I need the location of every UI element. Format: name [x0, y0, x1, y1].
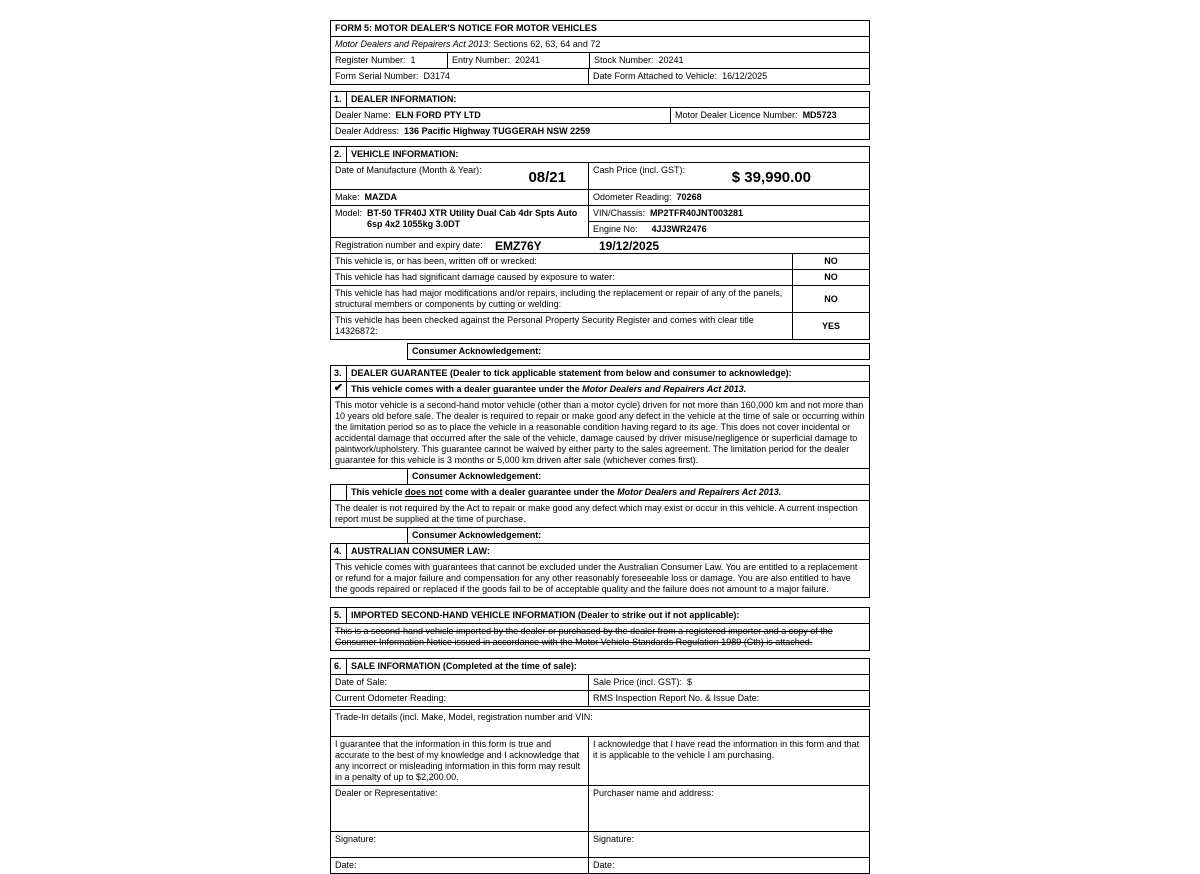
- consumer-acknowledgement-box: Consumer Acknowledgement:: [407, 527, 870, 544]
- answer-value: NO: [792, 270, 869, 285]
- tick-icon: ✔: [333, 382, 344, 394]
- acl-text: This vehicle comes with guarantees that cannot be excluded under the Australian Consumer Law. You are entitled to a replacement or refund for a major failure and compensation for any other reasonably foreseeable loss or damage. You are also entitled to have the goods repaired or replaced if the goods fail to be of acceptable quality and the failure does not amount to a major failure.: [335, 562, 858, 594]
- date-of-sale-field: Date of Sale:: [331, 675, 589, 690]
- section-number: 4.: [331, 544, 347, 559]
- make-field: Make: MAZDA: [331, 190, 589, 205]
- cash-price-field: Cash Price (incl. GST): $ 39,990.00: [593, 165, 811, 186]
- odometer-field: Odometer Reading: 70268: [593, 192, 702, 202]
- engine-no-field: Engine No: 4JJ3WR2476: [593, 224, 707, 234]
- dealer-name-field: Dealer Name: ELN FORD PTY LTD: [331, 108, 671, 123]
- section-dealer-guarantee: [330, 365, 870, 469]
- cash-price-value: $ 39,990.00: [731, 169, 811, 186]
- section-imported-vehicle: [330, 607, 870, 651]
- section-dealer-information: [330, 91, 870, 140]
- guarantee-statement: This vehicle comes with a dealer guarantee under the Motor Dealers and Repairers Act 2013.: [351, 384, 747, 394]
- registration-expiry: 19/12/2025: [599, 239, 660, 253]
- section-number: 6.: [331, 659, 347, 674]
- purchaser-date-field: Date:: [593, 860, 615, 870]
- no-guarantee-text: The dealer is not required by the Act to repair or make good any defect which may exist or occur in this vehicle. A current inspection report must be supplied at the time of purchase.: [335, 503, 858, 524]
- purchaser-declaration: I acknowledge that I have read the information in this form and that it is applicable to the vehicle I am purchasing.: [593, 739, 860, 760]
- section-number: 3.: [331, 366, 347, 381]
- sale-price-field: Sale Price (incl. GST): $: [593, 677, 693, 687]
- form-title: FORM 5: MOTOR DEALER'S NOTICE FOR MOTOR VEHICLES: [335, 23, 597, 33]
- consumer-acknowledgement-box: Consumer Acknowledgement:: [407, 343, 870, 360]
- trade-in-box: [330, 709, 870, 737]
- section-australian-consumer-law: [330, 543, 870, 598]
- form-subtitle: [331, 37, 604, 52]
- act-name: Motor Dealers and Repairers Act 2013:: [335, 39, 491, 49]
- registration-field: Registration number and expiry date: EMZ76Y 19/12/2025: [335, 239, 660, 253]
- entry-number-field: Entry Number: 20241: [448, 53, 590, 68]
- no-guarantee-statement: This vehicle does not come with a dealer guarantee under the Motor Dealers and Repairers Act 2013.: [351, 487, 782, 497]
- question-row: This vehicle has had major modifications and/or repairs, including the replacement or repair of any of the panels, structural members or components by cutting or welding: NO: [331, 285, 869, 312]
- date-attached-field: Date Form Attached to Vehicle: 16/12/2025: [593, 71, 768, 81]
- registration-value: EMZ76Y: [495, 239, 542, 253]
- dealer-licence-field: Motor Dealer Licence Number: MD5723: [675, 110, 837, 120]
- purchaser-name-field: Purchaser name and address:: [593, 788, 714, 798]
- section-heading: DEALER GUARANTEE (Dealer to tick applicable statement from below and consumer to acknowledge):: [351, 368, 792, 378]
- section-heading: AUSTRALIAN CONSUMER LAW:: [351, 546, 490, 556]
- answer-value: NO: [792, 286, 869, 312]
- form5-document: [330, 20, 870, 874]
- current-odometer-field: Current Odometer Reading:: [331, 691, 589, 706]
- act-sections: Sections 62, 63, 64 and 72: [490, 39, 601, 49]
- vin-engine-stack: [589, 206, 869, 237]
- question-row: This vehicle is, or has been, written off or wrecked: NO: [331, 253, 869, 269]
- dealer-representative-field: Dealer or Representative:: [331, 786, 589, 831]
- form-header-box: [330, 20, 870, 85]
- date-of-manufacture-field: Date of Manufacture (Month & Year): 08/21: [331, 163, 589, 189]
- dealer-declaration: I guarantee that the information in this form is true and accurate to the best of my knowledge and I acknowledge that any incorrect or misleading information in this form may result in a penalty of up to $2,200.00.: [331, 737, 589, 785]
- section-number: 2.: [331, 147, 347, 162]
- section-heading: DEALER INFORMATION:: [351, 94, 457, 104]
- section-vehicle-information: [330, 146, 870, 340]
- stock-number-field: Stock Number: 20241: [594, 55, 684, 65]
- rms-inspection-field: RMS Inspection Report No. & Issue Date:: [593, 693, 760, 703]
- answer-value: YES: [792, 313, 869, 339]
- register-number-field: Register Number: 1: [331, 53, 448, 68]
- model-value: BT-50 TFR40J XTR Utility Dual Cab 4dr Spts Auto 6sp 4x2 1055kg 3.0DT: [367, 208, 578, 229]
- question-row: This vehicle has been checked against the Personal Property Security Register and comes with clear title 14326872: YES: [331, 312, 869, 339]
- form-serial-field: Form Serial Number: D3174: [331, 69, 589, 84]
- consumer-acknowledgement-box: Consumer Acknowledgement:: [407, 468, 870, 485]
- declaration-signature-box: [330, 736, 870, 874]
- model-field: Model: BT-50 TFR40J XTR Utility Dual Cab 4dr Spts Auto 6sp 4x2 1055kg 3.0DT: [331, 206, 589, 237]
- dealer-date-field: Date:: [331, 858, 589, 873]
- section-number: 5.: [331, 608, 347, 623]
- section-heading: VEHICLE INFORMATION:: [351, 149, 459, 159]
- section-heading: IMPORTED SECOND-HAND VEHICLE INFORMATION (Dealer to strike out if not applicable):: [351, 610, 740, 620]
- guarantee-text: This motor vehicle is a second-hand motor vehicle (other than a motor cycle) driven for not more than 160,000 km and not more than 10 years old before sale. The dealer is required to repair or make good any defect in the vehicle at the time of sale or occurring within the limitation period so as to place the vehicle in a reasonable condition having regard to its age. This does not cover incidental or accidental damage that occurred after the sale of the vehicle, damage caused by driver misuse/negligence or superficial damage to paintwork/upholstery. This guarantee cannot be waived by either party to the sales agreement. The limitation period for the dealer guarantee for this vehicle is 3 months or 5,000 km driven after sale (whichever comes first).: [335, 400, 865, 465]
- purchaser-signature-field: Signature:: [593, 834, 635, 844]
- trade-in-field: Trade-In details (incl. Make, Model, registration number and VIN:: [335, 712, 593, 722]
- dealer-address-field: Dealer Address: 136 Pacific Highway TUGGERAH NSW 2259: [335, 126, 591, 136]
- no-guarantee-box: [330, 484, 870, 528]
- vin-field: VIN/Chassis: MP2TFR40JNT003281: [593, 208, 744, 218]
- checkbox-empty: [331, 485, 347, 500]
- checkbox-ticked: [331, 382, 347, 397]
- imported-text-struck: This is a second-hand vehicle imported by the dealer or purchased by the dealer from a registered importer and a copy of the Consumer Information Notice issued in accordance with the Motor Vehicle Standards Regulation 1989 (Cth) is attached.: [335, 626, 833, 647]
- answer-value: NO: [792, 254, 869, 269]
- section-number: 1.: [331, 92, 347, 107]
- section-sale-information: [330, 658, 870, 707]
- date-of-manufacture-value: 08/21: [528, 169, 566, 186]
- question-row: This vehicle has had significant damage caused by exposure to water: NO: [331, 269, 869, 285]
- dealer-signature-field: Signature:: [331, 832, 589, 857]
- section-heading: SALE INFORMATION (Completed at the time of sale):: [351, 661, 577, 671]
